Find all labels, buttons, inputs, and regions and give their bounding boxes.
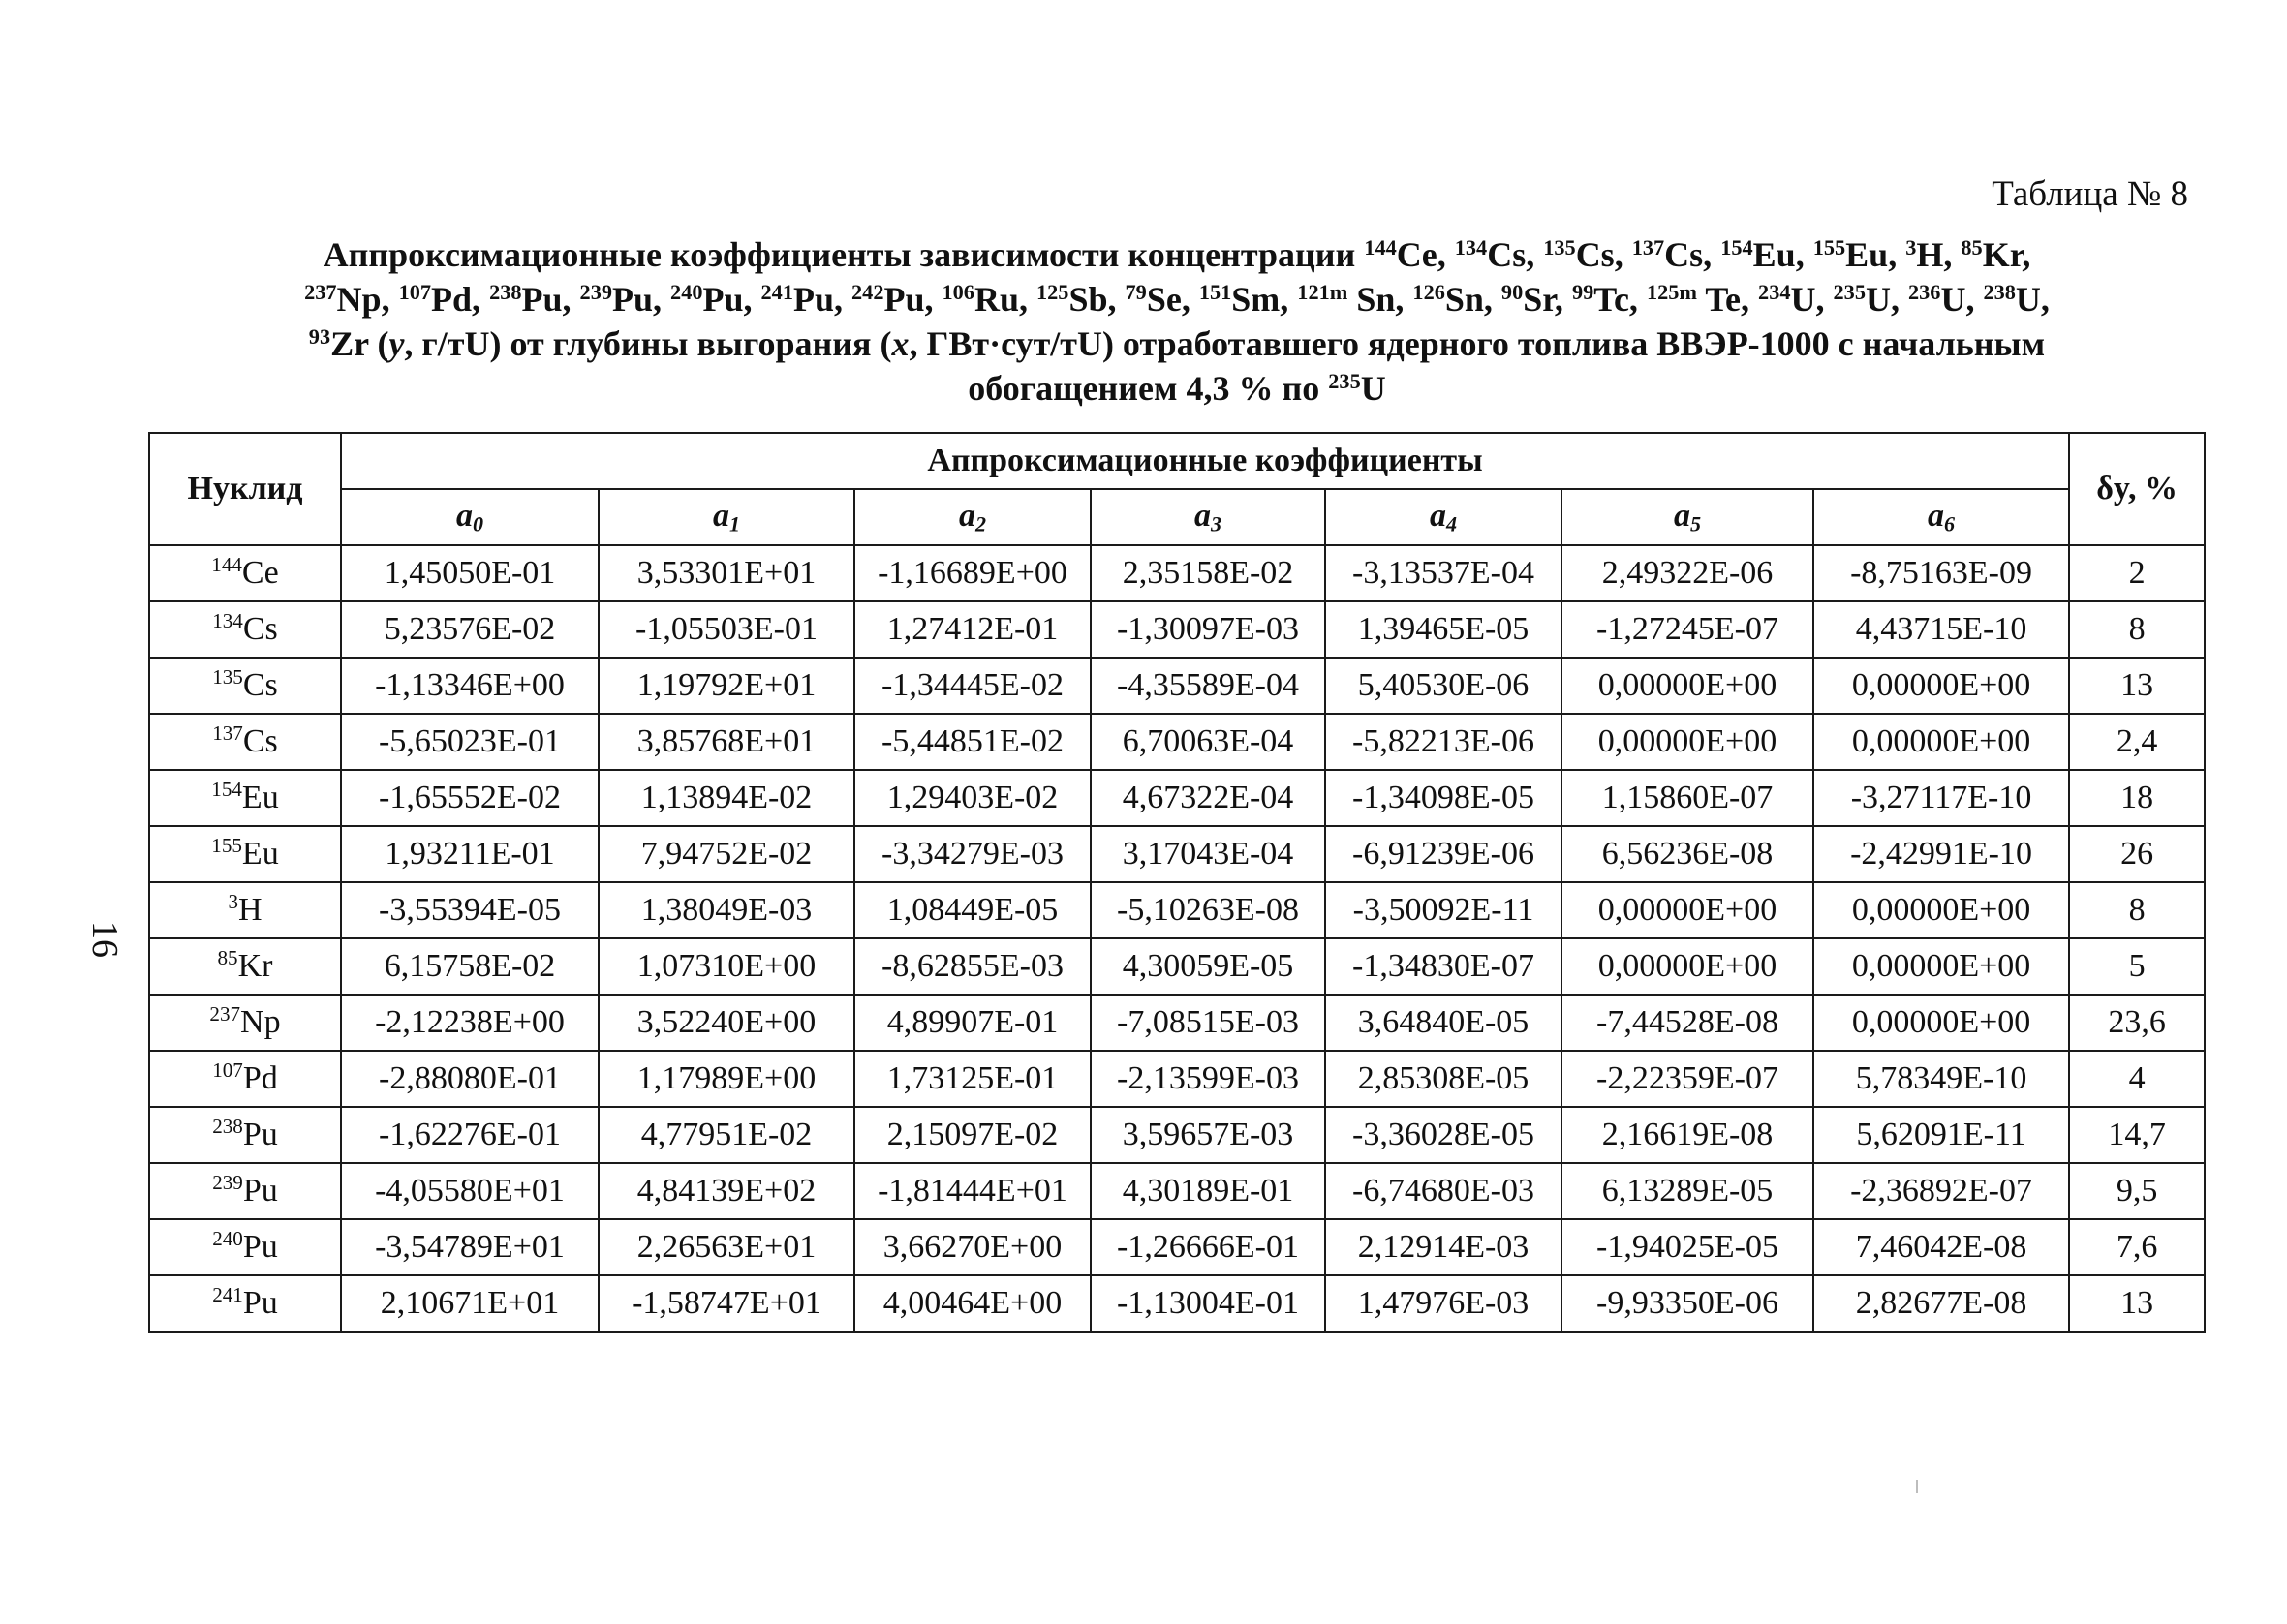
coefficient-value: -1,34830E-07 [1325, 938, 1561, 995]
nuclide-cell [149, 1219, 341, 1275]
nuclide-symbol: Pd [242, 1060, 278, 1096]
header-delta: δy, % [2069, 433, 2205, 545]
coefficient-index: 4 [1445, 511, 1458, 536]
caption-line [165, 277, 2189, 322]
coefficient-value: 1,39465E-05 [1325, 601, 1561, 658]
nuclide-mass-number: 239 [212, 1171, 243, 1195]
caption-text: Sn, [1347, 280, 1413, 319]
caption-text: U, [2015, 280, 2050, 319]
coefficient-value: -3,55394E-05 [341, 882, 599, 938]
coefficient-value: -1,94025E-05 [1561, 1219, 1813, 1275]
nuclide-cell [149, 658, 341, 714]
caption-text: Kr, [1982, 235, 2031, 274]
caption-text: Se, [1146, 280, 1199, 319]
coefficient-value: 1,08449E-05 [854, 882, 1091, 938]
delta-value: 4 [2069, 1051, 2205, 1107]
coefficient-value: -2,88080E-01 [341, 1051, 599, 1107]
coefficient-value: -2,36892E-07 [1813, 1163, 2069, 1219]
coefficient-value: 4,67322E-04 [1091, 770, 1325, 826]
coefficient-value: 4,89907E-01 [854, 995, 1091, 1051]
caption-text: Pu, [521, 280, 580, 319]
table-row [149, 770, 2205, 826]
delta-value: 23,6 [2069, 995, 2205, 1051]
coefficient-value: -1,26666E-01 [1091, 1219, 1325, 1275]
coefficient-value: -1,62276E-01 [341, 1107, 599, 1163]
delta-value: 9,5 [2069, 1163, 2205, 1219]
caption-mass-number: 99 [1571, 279, 1594, 304]
nuclide-cell [149, 1275, 341, 1332]
coefficient-letter: a [1193, 497, 1211, 534]
caption-text: U, [1940, 280, 1984, 319]
table-body [149, 545, 2205, 1332]
caption-mass-number: 154 [1720, 234, 1753, 260]
coefficient-value: 2,16619E-08 [1561, 1107, 1813, 1163]
coefficient-letter: a [712, 497, 729, 534]
nuclide-mass-number: 135 [212, 665, 243, 689]
nuclide-cell [149, 1107, 341, 1163]
coefficient-value: -2,13599E-03 [1091, 1051, 1325, 1107]
coefficient-value: -3,34279E-03 [854, 826, 1091, 882]
caption-text: U, [1790, 280, 1834, 319]
coefficient-value: -6,91239E-06 [1325, 826, 1561, 882]
nuclide-symbol: Cs [242, 611, 278, 647]
delta-value: 18 [2069, 770, 2205, 826]
coefficient-value: 1,17989E+00 [599, 1051, 854, 1107]
caption-mass-number: 85 [1961, 234, 1983, 260]
coefficient-value: -3,36028E-05 [1325, 1107, 1561, 1163]
delta-value: 13 [2069, 1275, 2205, 1332]
coefficient-value: -1,81444E+01 [854, 1163, 1091, 1219]
caption-text: U, [1865, 280, 1908, 319]
nuclide-mass-number: 154 [211, 778, 242, 802]
nuclide-mass-number: 144 [211, 553, 242, 577]
coefficient-value: -5,82213E-06 [1325, 714, 1561, 770]
caption-text: Cs, [1487, 235, 1544, 274]
coefficient-value: 5,78349E-10 [1813, 1051, 2069, 1107]
nuclide-symbol: Pu [242, 1285, 278, 1321]
caption-mass-number: 238 [1983, 279, 2016, 304]
caption-text: , ГВт·сут/тU) отработавшего ядерного топлива ВВЭР-1000 с начальным [909, 324, 2046, 363]
caption-text: U [1360, 369, 1386, 408]
table-row [149, 1219, 2205, 1275]
coefficient-value: 3,66270E+00 [854, 1219, 1091, 1275]
caption-line [165, 322, 2189, 366]
coefficient-value: 1,19792E+01 [599, 658, 854, 714]
nuclide-symbol: Cs [242, 723, 278, 759]
caption-mass-number: 242 [851, 279, 884, 304]
caption-text: Pu, [612, 280, 671, 319]
coefficient-value: 5,23576E-02 [341, 601, 599, 658]
nuclide-mass-number: 137 [212, 721, 243, 746]
delta-value: 2,4 [2069, 714, 2205, 770]
caption-mass-number: 137 [1631, 234, 1665, 260]
coefficient-value: -3,50092E-11 [1325, 882, 1561, 938]
coefficient-value: 1,13894E-02 [599, 770, 854, 826]
caption-mass-number: 121m [1297, 279, 1348, 304]
coefficient-value: 0,00000E+00 [1813, 938, 2069, 995]
coefficient-value: 1,29403E-02 [854, 770, 1091, 826]
caption-line [165, 232, 2189, 277]
coefficient-value: 0,00000E+00 [1813, 882, 2069, 938]
coefficient-value: 0,00000E+00 [1813, 658, 2069, 714]
caption-text: Eu, [1845, 235, 1906, 274]
coefficient-value: 4,30189E-01 [1091, 1163, 1325, 1219]
caption-line [165, 366, 2189, 411]
header-nuclide: Нуклид [149, 433, 341, 545]
coefficient-value: 3,64840E-05 [1325, 995, 1561, 1051]
coefficient-value: 0,00000E+00 [1561, 658, 1813, 714]
coefficient-value: 4,00464E+00 [854, 1275, 1091, 1332]
coefficient-value: -6,74680E-03 [1325, 1163, 1561, 1219]
nuclide-cell [149, 545, 341, 601]
coefficient-value: -1,16689E+00 [854, 545, 1091, 601]
table-row [149, 1163, 2205, 1219]
caption-text: Pu, [702, 280, 761, 319]
coefficient-value: 2,12914E-03 [1325, 1219, 1561, 1275]
caption-text: , г/тU) от глубины выгорания ( [404, 324, 892, 363]
caption-mass-number: 125m [1646, 279, 1697, 304]
coefficient-value: -1,30097E-03 [1091, 601, 1325, 658]
table-row [149, 1275, 2205, 1332]
coefficient-value: -7,44528E-08 [1561, 995, 1813, 1051]
coefficient-letter: a [1429, 497, 1446, 534]
caption-variable: y [388, 324, 405, 363]
caption-mass-number: 236 [1907, 279, 1941, 304]
coefficient-value: 2,85308E-05 [1325, 1051, 1561, 1107]
delta-value: 5 [2069, 938, 2205, 995]
caption-text: Sm, [1231, 280, 1298, 319]
caption-text: Pu, [792, 280, 851, 319]
table-row [149, 1107, 2205, 1163]
coefficient-value: 5,62091E-11 [1813, 1107, 2069, 1163]
coefficient-letter: a [455, 497, 473, 534]
coefficient-value: 0,00000E+00 [1813, 714, 2069, 770]
coefficient-value: 1,47976E-03 [1325, 1275, 1561, 1332]
coefficient-value: 1,07310E+00 [599, 938, 854, 995]
header-row-2 [149, 489, 2205, 545]
coefficient-value: 1,38049E-03 [599, 882, 854, 938]
coefficient-value: 3,17043E-04 [1091, 826, 1325, 882]
table-row [149, 714, 2205, 770]
caption-mass-number: 151 [1198, 279, 1232, 304]
header-coefficient [599, 489, 854, 545]
coefficient-value: -9,93350E-06 [1561, 1275, 1813, 1332]
nuclide-mass-number: 134 [212, 609, 243, 633]
nuclide-symbol: Pu [242, 1117, 278, 1152]
coefficient-letter: a [1928, 497, 1945, 534]
caption-text: Eu, [1752, 235, 1813, 274]
nuclide-symbol: H [237, 892, 263, 928]
caption-mass-number: 106 [942, 279, 974, 304]
header-coefficient [1813, 489, 2069, 545]
nuclide-symbol: Eu [241, 836, 279, 872]
caption-mass-number: 126 [1412, 279, 1445, 304]
coefficient-value: 2,49322E-06 [1561, 545, 1813, 601]
coefficient-value: 6,15758E-02 [341, 938, 599, 995]
coefficient-value: -4,05580E+01 [341, 1163, 599, 1219]
caption-text: Sr, [1523, 280, 1572, 319]
coefficient-value: 3,53301E+01 [599, 545, 854, 601]
caption-mass-number: 238 [489, 279, 522, 304]
coefficient-value: -1,34098E-05 [1325, 770, 1561, 826]
caption-mass-number: 240 [670, 279, 703, 304]
coefficient-value: -2,12238E+00 [341, 995, 599, 1051]
caption-text: Аппроксимационные коэффициенты зависимости концентрации [323, 235, 1365, 274]
coefficient-index: 0 [472, 511, 484, 536]
delta-value: 2 [2069, 545, 2205, 601]
caption-text: Te, [1697, 280, 1759, 319]
table-row [149, 545, 2205, 601]
coefficient-value: 0,00000E+00 [1813, 995, 2069, 1051]
caption-text: Sb, [1068, 280, 1126, 319]
coefficient-value: 3,59657E-03 [1091, 1107, 1325, 1163]
table-header [149, 433, 2205, 545]
caption-text: Sn, [1444, 280, 1501, 319]
delta-value: 13 [2069, 658, 2205, 714]
page-number: 16 [84, 921, 125, 958]
coefficient-letter: a [1673, 497, 1690, 534]
nuclide-mass-number: 240 [212, 1227, 243, 1251]
table-row [149, 826, 2205, 882]
delta-value: 8 [2069, 601, 2205, 658]
nuclide-cell [149, 770, 341, 826]
caption-mass-number: 134 [1454, 234, 1488, 260]
nuclide-mass-number: 107 [212, 1058, 243, 1083]
caption-mass-number: 93 [308, 323, 331, 349]
delta-value: 26 [2069, 826, 2205, 882]
coefficients-table [148, 432, 2206, 1333]
coefficient-index: 2 [974, 511, 987, 536]
caption-mass-number: 3 [1905, 234, 1917, 260]
caption-mass-number: 125 [1035, 279, 1069, 304]
nuclide-symbol: Cs [242, 667, 278, 703]
coefficient-value: 1,15860E-07 [1561, 770, 1813, 826]
table-row [149, 938, 2205, 995]
table-number: Таблица № 8 [1992, 174, 2188, 214]
caption-variable: x [891, 324, 910, 363]
caption-mass-number: 90 [1500, 279, 1524, 304]
coefficient-value: -3,27117E-10 [1813, 770, 2069, 826]
coefficient-value: 4,43715E-10 [1813, 601, 2069, 658]
coefficient-value: 3,85768E+01 [599, 714, 854, 770]
coefficient-letter: a [958, 497, 975, 534]
coefficient-value: -5,65023E-01 [341, 714, 599, 770]
coefficient-value: -5,44851E-02 [854, 714, 1091, 770]
caption-text: Cs, [1664, 235, 1721, 274]
nuclide-mass-number: 241 [212, 1283, 243, 1307]
coefficient-value: 3,52240E+00 [599, 995, 854, 1051]
caption-mass-number: 135 [1543, 234, 1576, 260]
header-coefficient [1325, 489, 1561, 545]
coefficient-value: 7,94752E-02 [599, 826, 854, 882]
header-coefficient [341, 489, 599, 545]
delta-value: 8 [2069, 882, 2205, 938]
coefficient-value: -2,22359E-07 [1561, 1051, 1813, 1107]
coefficient-value: 4,84139E+02 [599, 1163, 854, 1219]
nuclide-symbol: Eu [241, 780, 279, 815]
coefficient-value: 2,82677E-08 [1813, 1275, 2069, 1332]
caption-mass-number: 239 [579, 279, 613, 304]
coefficient-value: 7,46042E-08 [1813, 1219, 2069, 1275]
caption-mass-number: 235 [1833, 279, 1866, 304]
coefficient-value: 5,40530E-06 [1325, 658, 1561, 714]
caption-text: H, [1916, 235, 1962, 274]
coefficient-value: -2,42991E-10 [1813, 826, 2069, 882]
table-row [149, 882, 2205, 938]
nuclide-mass-number: 3 [228, 890, 238, 914]
caption-mass-number: 241 [760, 279, 793, 304]
scan-speck [1916, 1480, 1918, 1493]
nuclide-mass-number: 237 [209, 1002, 241, 1026]
nuclide-cell [149, 1163, 341, 1219]
table-row [149, 1051, 2205, 1107]
coefficient-index: 1 [728, 511, 741, 536]
nuclide-cell [149, 826, 341, 882]
nuclide-symbol: Pu [242, 1173, 278, 1209]
nuclide-cell [149, 1051, 341, 1107]
coefficient-value: 2,15097E-02 [854, 1107, 1091, 1163]
coefficient-value: -8,75163E-09 [1813, 545, 2069, 601]
caption-text: Np, [336, 280, 399, 319]
header-row-1 [149, 433, 2205, 489]
coefficient-value: -1,13346E+00 [341, 658, 599, 714]
nuclide-symbol: Np [240, 1004, 281, 1040]
caption-text: Pu, [883, 280, 943, 319]
coefficient-value: -7,08515E-03 [1091, 995, 1325, 1051]
header-coefficient [1561, 489, 1813, 545]
coefficient-value: 2,26563E+01 [599, 1219, 854, 1275]
coefficient-value: 2,10671E+01 [341, 1275, 599, 1332]
caption-mass-number: 155 [1812, 234, 1846, 260]
coefficient-value: -1,58747E+01 [599, 1275, 854, 1332]
delta-value: 7,6 [2069, 1219, 2205, 1275]
header-coefficient [854, 489, 1091, 545]
caption-text: Zr ( [330, 324, 389, 363]
coefficient-value: -1,05503E-01 [599, 601, 854, 658]
header-coefficient [1091, 489, 1325, 545]
nuclide-symbol: Kr [237, 948, 273, 984]
header-coefficients-group: Аппроксимационные коэффициенты [341, 433, 2069, 489]
nuclide-symbol: Ce [241, 555, 279, 591]
coefficient-value: -1,65552E-02 [341, 770, 599, 826]
coefficient-value: -1,13004E-01 [1091, 1275, 1325, 1332]
coefficient-value: -8,62855E-03 [854, 938, 1091, 995]
table-caption [165, 232, 2189, 411]
caption-mass-number: 144 [1364, 234, 1397, 260]
coefficient-value: 6,13289E-05 [1561, 1163, 1813, 1219]
coefficient-value: 1,93211E-01 [341, 826, 599, 882]
coefficient-value: 1,73125E-01 [854, 1051, 1091, 1107]
coefficient-value: 0,00000E+00 [1561, 938, 1813, 995]
coefficient-value: 0,00000E+00 [1561, 714, 1813, 770]
coefficient-value: 4,77951E-02 [599, 1107, 854, 1163]
table-row [149, 601, 2205, 658]
coefficient-value: -4,35589E-04 [1091, 658, 1325, 714]
caption-text: Pd, [431, 280, 490, 319]
nuclide-cell [149, 714, 341, 770]
coefficient-value: 2,35158E-02 [1091, 545, 1325, 601]
table-row [149, 658, 2205, 714]
caption-mass-number: 79 [1125, 279, 1147, 304]
caption-text: Ru, [974, 280, 1036, 319]
caption-text: Tc, [1593, 280, 1647, 319]
coefficient-value: 0,00000E+00 [1561, 882, 1813, 938]
nuclide-cell [149, 938, 341, 995]
coefficient-value: -5,10263E-08 [1091, 882, 1325, 938]
caption-text: обогащением 4,3 % по [968, 369, 1329, 408]
coefficient-value: 6,70063E-04 [1091, 714, 1325, 770]
caption-text: Ce, [1396, 235, 1455, 274]
nuclide-mass-number: 85 [217, 946, 238, 970]
nuclide-cell [149, 601, 341, 658]
coefficient-value: 6,56236E-08 [1561, 826, 1813, 882]
caption-mass-number: 237 [304, 279, 337, 304]
coefficient-value: 4,30059E-05 [1091, 938, 1325, 995]
table-row [149, 995, 2205, 1051]
coefficient-value: -1,34445E-02 [854, 658, 1091, 714]
nuclide-cell [149, 882, 341, 938]
coefficient-value: -3,54789E+01 [341, 1219, 599, 1275]
nuclide-mass-number: 238 [212, 1115, 243, 1139]
coefficient-index: 5 [1689, 511, 1702, 536]
nuclide-cell [149, 995, 341, 1051]
coefficient-value: 1,27412E-01 [854, 601, 1091, 658]
coefficient-value: -3,13537E-04 [1325, 545, 1561, 601]
nuclide-mass-number: 155 [211, 834, 242, 858]
coefficient-index: 6 [1944, 511, 1956, 536]
caption-mass-number: 235 [1328, 368, 1361, 393]
caption-mass-number: 234 [1758, 279, 1791, 304]
coefficient-index: 3 [1210, 511, 1222, 536]
delta-value: 14,7 [2069, 1107, 2205, 1163]
nuclide-symbol: Pu [242, 1229, 278, 1265]
coefficient-value: -1,27245E-07 [1561, 601, 1813, 658]
coefficient-value: 1,45050E-01 [341, 545, 599, 601]
caption-text: Cs, [1575, 235, 1632, 274]
caption-mass-number: 107 [398, 279, 432, 304]
